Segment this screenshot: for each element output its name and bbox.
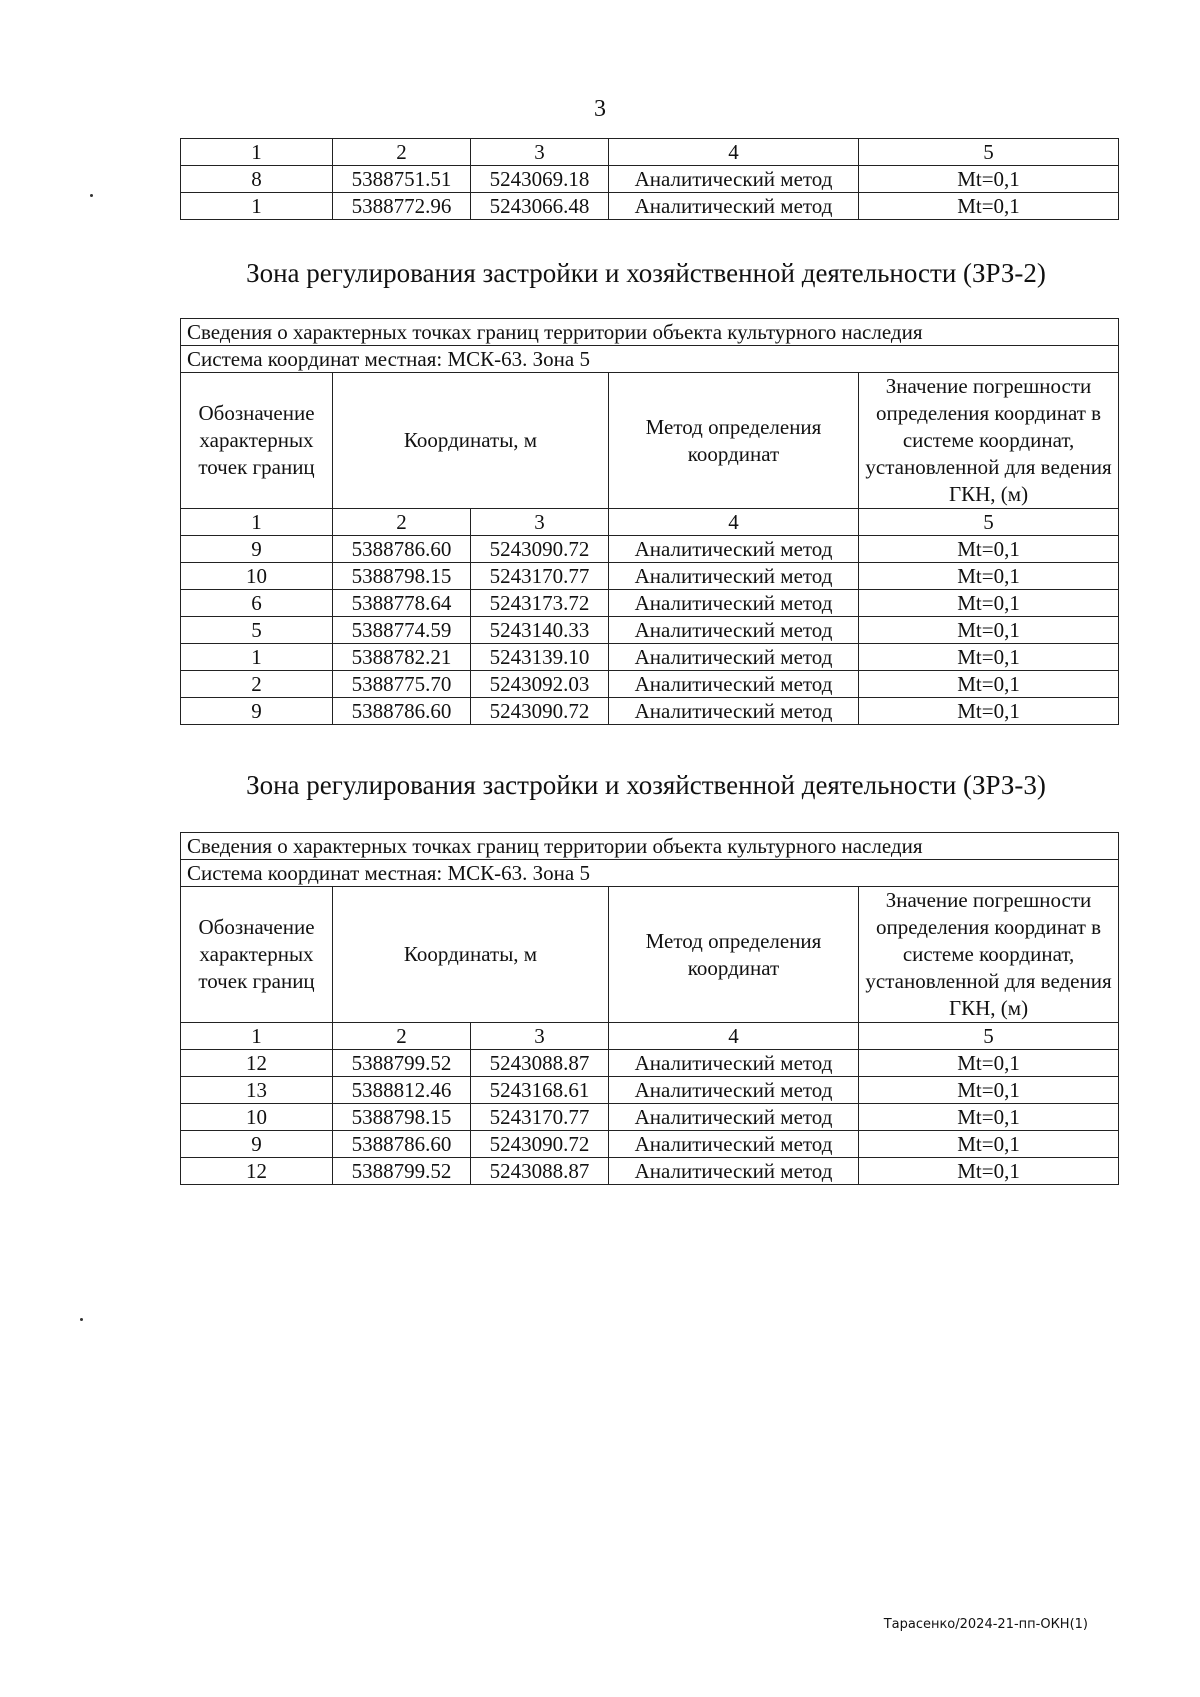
y-coord-cell: 5243088.87 (471, 1050, 609, 1077)
x-coord-cell: 5388799.52 (333, 1158, 471, 1185)
error-cell: Mt=0,1 (859, 563, 1119, 590)
y-coord-cell: 5243170.77 (471, 563, 609, 590)
crs-line: Система координат местная: МСК-63. Зона 5 (181, 860, 1119, 887)
x-coord-cell: 5388786.60 (333, 1131, 471, 1158)
zone-table-zrz-3 (180, 832, 1119, 1185)
col-number: 5 (859, 1023, 1119, 1050)
point-cell: 5 (181, 617, 333, 644)
col-number: 3 (471, 139, 609, 166)
table-row (181, 644, 1119, 671)
x-coord-cell: 5388782.21 (333, 644, 471, 671)
error-cell: Mt=0,1 (859, 644, 1119, 671)
y-coord-cell: 5243168.61 (471, 1077, 609, 1104)
info-line: Сведения о характерных точках границ территории объекта культурного наследия (181, 319, 1119, 346)
table-row (181, 1131, 1119, 1158)
error-cell: Mt=0,1 (859, 671, 1119, 698)
x-coord-cell: 5388778.64 (333, 590, 471, 617)
scan-speck (90, 194, 93, 197)
y-coord-cell: 5243088.87 (471, 1158, 609, 1185)
col-number: 2 (333, 1023, 471, 1050)
point-cell: 10 (181, 1104, 333, 1131)
col-number: 5 (859, 139, 1119, 166)
x-coord-cell: 5388798.15 (333, 1104, 471, 1131)
continuation-table (180, 138, 1119, 220)
crs-line: Система координат местная: МСК-63. Зона 5 (181, 346, 1119, 373)
error-cell: Mt=0,1 (859, 1131, 1119, 1158)
x-coord-cell: 5388751.51 (333, 166, 471, 193)
header-coords: Координаты, м (333, 887, 609, 1023)
error-cell: Mt=0,1 (859, 590, 1119, 617)
method-cell: Аналитический метод (609, 671, 859, 698)
table-row (181, 1077, 1119, 1104)
point-cell: 13 (181, 1077, 333, 1104)
table-row (181, 1104, 1119, 1131)
error-cell: Mt=0,1 (859, 1050, 1119, 1077)
x-coord-cell: 5388775.70 (333, 671, 471, 698)
col-number: 3 (471, 509, 609, 536)
y-coord-cell: 5243090.72 (471, 536, 609, 563)
x-coord-cell: 5388799.52 (333, 1050, 471, 1077)
zone-title: Зона регулирования застройки и хозяйственной деятельности (ЗРЗ-2) (246, 258, 1046, 288)
header-point: Обозначение характерных точек границ (181, 887, 333, 1023)
method-cell: Аналитический метод (609, 644, 859, 671)
method-cell: Аналитический метод (609, 536, 859, 563)
table-row (181, 166, 1119, 193)
header-row (181, 373, 1119, 509)
method-cell: Аналитический метод (609, 1131, 859, 1158)
method-cell: Аналитический метод (609, 698, 859, 725)
point-cell: 9 (181, 698, 333, 725)
error-cell: Mt=0,1 (859, 1077, 1119, 1104)
point-cell: 1 (181, 193, 333, 220)
col-number: 2 (333, 139, 471, 166)
table-row (181, 563, 1119, 590)
col-number: 1 (181, 1023, 333, 1050)
point-cell: 9 (181, 1131, 333, 1158)
crs-row (181, 860, 1119, 887)
method-cell: Аналитический метод (609, 1104, 859, 1131)
col-number: 4 (609, 509, 859, 536)
col-number: 4 (609, 139, 859, 166)
y-coord-cell: 5243069.18 (471, 166, 609, 193)
table-row (181, 698, 1119, 725)
error-cell: Mt=0,1 (859, 166, 1119, 193)
table-row (181, 1158, 1119, 1185)
point-cell: 9 (181, 536, 333, 563)
y-coord-cell: 5243173.72 (471, 590, 609, 617)
info-row (181, 833, 1119, 860)
table-row (181, 617, 1119, 644)
column-number-row (181, 509, 1119, 536)
header-coords: Координаты, м (333, 373, 609, 509)
page-number: 3 (594, 96, 606, 122)
x-coord-cell: 5388812.46 (333, 1077, 471, 1104)
error-cell: Mt=0,1 (859, 617, 1119, 644)
method-cell: Аналитический метод (609, 166, 859, 193)
header-row (181, 887, 1119, 1023)
error-cell: Mt=0,1 (859, 193, 1119, 220)
x-coord-cell: 5388774.59 (333, 617, 471, 644)
point-cell: 1 (181, 644, 333, 671)
y-coord-cell: 5243090.72 (471, 1131, 609, 1158)
zone-table-zrz-2 (180, 318, 1119, 725)
method-cell: Аналитический метод (609, 590, 859, 617)
error-cell: Mt=0,1 (859, 536, 1119, 563)
zone-title: Зона регулирования застройки и хозяйственной деятельности (ЗРЗ-3) (246, 770, 1046, 800)
table-row (181, 590, 1119, 617)
point-cell: 12 (181, 1158, 333, 1185)
error-cell: Mt=0,1 (859, 1104, 1119, 1131)
col-number: 1 (181, 139, 333, 166)
error-cell: Mt=0,1 (859, 698, 1119, 725)
point-cell: 12 (181, 1050, 333, 1077)
header-error: Значение погрешности определения координат в системе координат, установленной для ведения ГКН, (м) (859, 887, 1119, 1023)
col-number: 4 (609, 1023, 859, 1050)
col-number: 3 (471, 1023, 609, 1050)
y-coord-cell: 5243090.72 (471, 698, 609, 725)
table-row (181, 536, 1119, 563)
header-method: Метод определения координат (609, 373, 859, 509)
y-coord-cell: 5243140.33 (471, 617, 609, 644)
col-number: 2 (333, 509, 471, 536)
point-cell: 10 (181, 563, 333, 590)
x-coord-cell: 5388786.60 (333, 536, 471, 563)
info-line: Сведения о характерных точках границ территории объекта культурного наследия (181, 833, 1119, 860)
y-coord-cell: 5243170.77 (471, 1104, 609, 1131)
error-cell: Mt=0,1 (859, 1158, 1119, 1185)
scan-speck (80, 1318, 83, 1321)
point-cell: 8 (181, 166, 333, 193)
method-cell: Аналитический метод (609, 1158, 859, 1185)
method-cell: Аналитический метод (609, 193, 859, 220)
y-coord-cell: 5243066.48 (471, 193, 609, 220)
crs-row (181, 346, 1119, 373)
x-coord-cell: 5388786.60 (333, 698, 471, 725)
y-coord-cell: 5243092.03 (471, 671, 609, 698)
header-method: Метод определения координат (609, 887, 859, 1023)
point-cell: 6 (181, 590, 333, 617)
column-number-row (181, 1023, 1119, 1050)
document-code: Тарасенко/2024-21-пп-ОКН(1) (883, 1617, 1088, 1632)
header-point: Обозначение характерных точек границ (181, 373, 333, 509)
method-cell: Аналитический метод (609, 563, 859, 590)
y-coord-cell: 5243139.10 (471, 644, 609, 671)
col-number: 1 (181, 509, 333, 536)
table-row (181, 1050, 1119, 1077)
col-number: 5 (859, 509, 1119, 536)
table-row (181, 193, 1119, 220)
point-cell: 2 (181, 671, 333, 698)
table-row (181, 671, 1119, 698)
column-number-row (181, 139, 1119, 166)
info-row (181, 319, 1119, 346)
method-cell: Аналитический метод (609, 617, 859, 644)
header-error: Значение погрешности определения координат в системе координат, установленной для ведения ГКН, (м) (859, 373, 1119, 509)
method-cell: Аналитический метод (609, 1077, 859, 1104)
x-coord-cell: 5388772.96 (333, 193, 471, 220)
x-coord-cell: 5388798.15 (333, 563, 471, 590)
method-cell: Аналитический метод (609, 1050, 859, 1077)
